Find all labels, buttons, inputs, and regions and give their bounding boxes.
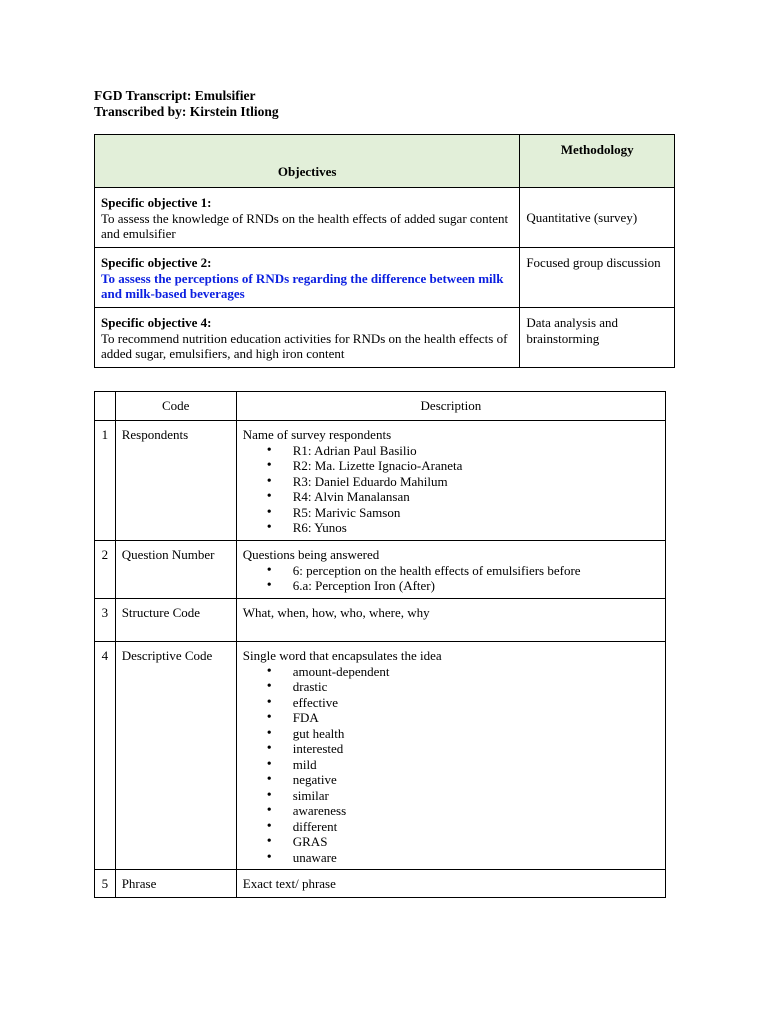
list-item: • 6.a: Perception Iron (After) (267, 578, 659, 594)
number-header (95, 392, 116, 421)
code-label: Structure Code (121, 605, 201, 620)
objectives-header: Objectives (95, 135, 520, 188)
list-item: • different (267, 819, 659, 835)
code-header-row (95, 392, 666, 421)
list-item: • negative (267, 772, 659, 788)
code-table (94, 391, 666, 898)
code-row (95, 541, 666, 599)
row-number: 3 (101, 605, 109, 620)
list-item: • drastic (267, 679, 659, 695)
list-item: • R1: Adrian Paul Basilio (267, 443, 659, 459)
code-row (95, 870, 666, 898)
objectives-table (94, 134, 675, 368)
objective-label: Specific objective 4: (101, 315, 212, 330)
objective-row (95, 188, 675, 248)
code-description: Single word that encapsulates the idea (242, 648, 442, 663)
objective-methodology: Data analysis and brainstorming (526, 315, 619, 346)
code-label: Question Number (121, 547, 215, 562)
description-header: Description (236, 392, 665, 421)
objective-methodology: Focused group discussion (526, 255, 661, 270)
transcriber-line: Transcribed by: Kirstein Itliong (94, 103, 279, 119)
objective-label: Specific objective 1: (101, 195, 212, 210)
list-item: • R2: Ma. Lizette Ignacio-Araneta (267, 458, 659, 474)
objective-label: Specific objective 2: (101, 255, 212, 270)
question-list (243, 563, 659, 594)
list-item: • gut health (267, 726, 659, 742)
objective-text-highlighted: To assess the perceptions of RNDs regarding the difference between milk and milk-based beverages (101, 270, 504, 301)
document-title: FGD Transcript: Emulsifier (94, 88, 256, 103)
code-description: Exact text/ phrase (242, 876, 336, 891)
code-label: Phrase (121, 876, 157, 891)
code-description: Name of survey respondents (242, 427, 392, 442)
objective-text: To recommend nutrition education activities for RNDs on the health effects of added sugar, emulsifiers, and high iron content (101, 330, 508, 361)
descriptive-code-list (243, 664, 659, 866)
methodology-header: Methodology (520, 135, 675, 188)
row-number: 4 (101, 648, 109, 663)
document-header (94, 88, 279, 119)
respondent-list (243, 443, 659, 536)
row-number: 2 (101, 547, 109, 562)
list-item: • R4: Alvin Manalansan (267, 489, 659, 505)
code-description: What, when, how, who, where, why (242, 605, 430, 620)
list-item: • FDA (267, 710, 659, 726)
code-row (95, 421, 666, 541)
list-item: • R5: Marivic Samson (267, 505, 659, 521)
code-label: Respondents (121, 427, 189, 442)
objective-row (95, 308, 675, 368)
list-item: • amount-dependent (267, 664, 659, 680)
row-number: 5 (101, 876, 109, 891)
list-item: • R6: Yunos (267, 520, 659, 536)
objective-row (95, 248, 675, 308)
code-header: Code (115, 392, 236, 421)
code-row (95, 599, 666, 642)
row-number: 1 (101, 427, 109, 442)
list-item: • mild (267, 757, 659, 773)
code-label: Descriptive Code (121, 648, 213, 663)
code-row (95, 642, 666, 870)
objective-methodology: Quantitative (survey) (526, 210, 638, 225)
list-item: • interested (267, 741, 659, 757)
list-item: • unaware (267, 850, 659, 866)
list-item: • R3: Daniel Eduardo Mahilum (267, 474, 659, 490)
list-item: • similar (267, 788, 659, 804)
objectives-header-row (95, 135, 675, 188)
list-item: • awareness (267, 803, 659, 819)
list-item: • GRAS (267, 834, 659, 850)
list-item: • 6: perception on the health effects of emulsifiers before (267, 563, 659, 579)
list-item: • effective (267, 695, 659, 711)
objective-text: To assess the knowledge of RNDs on the health effects of added sugar content and emulsifier (101, 210, 509, 241)
code-description: Questions being answered (242, 547, 380, 562)
